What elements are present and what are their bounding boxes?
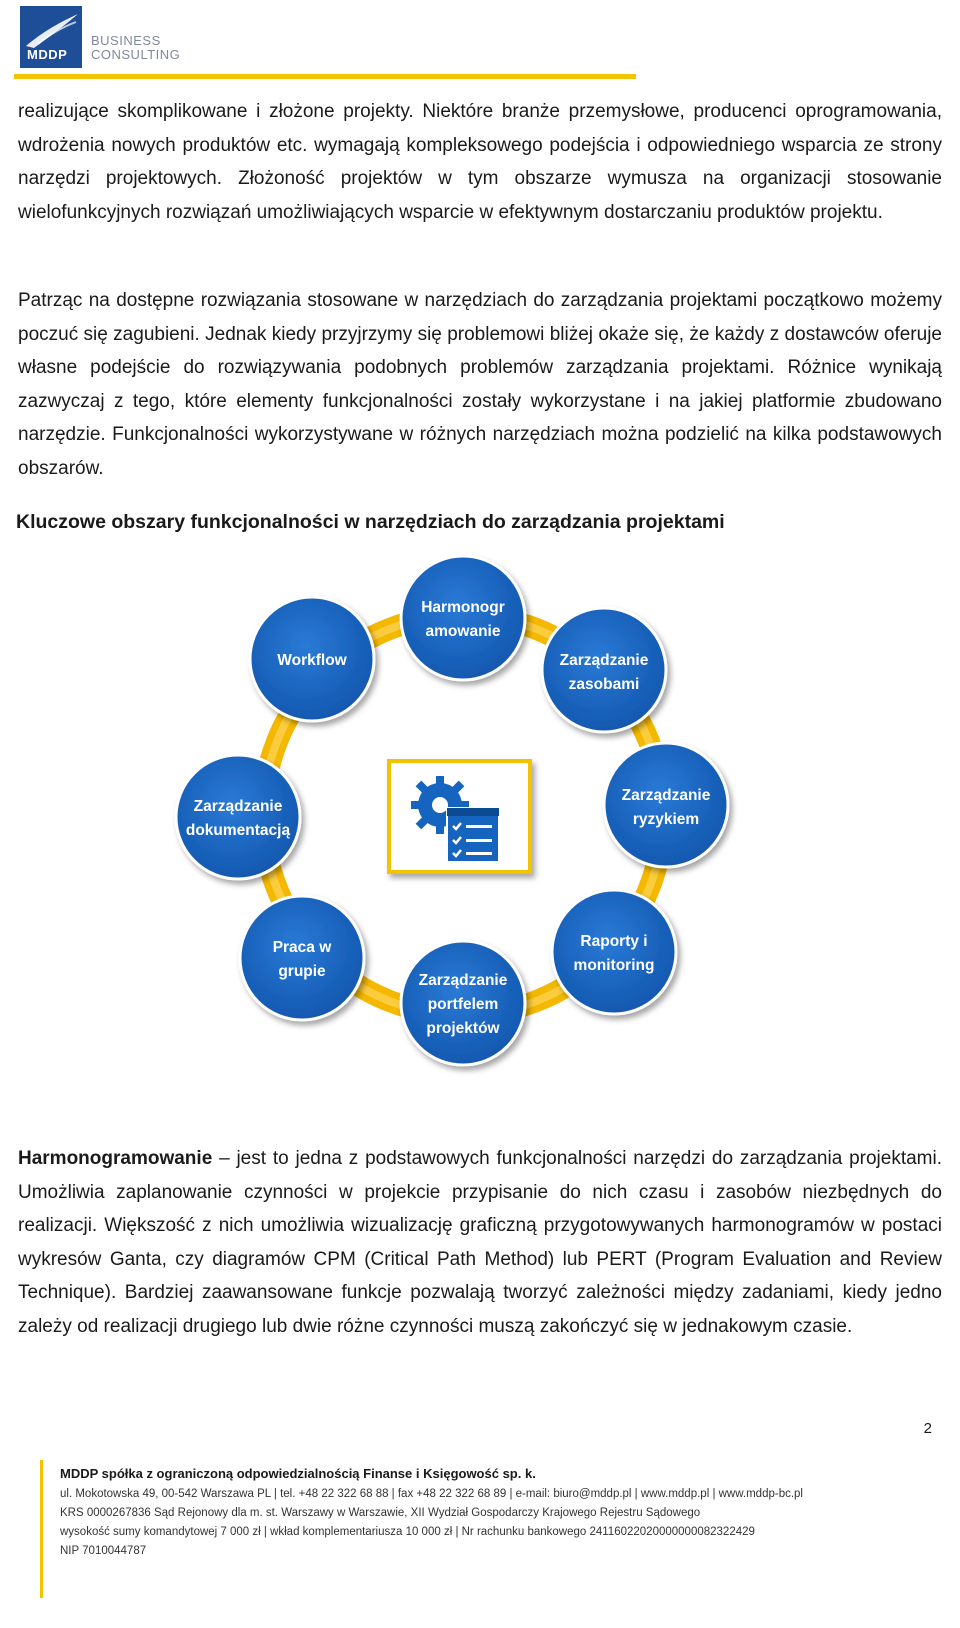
node-zarzadzanie-portfelem-projektow xyxy=(401,941,525,1065)
brand-line-2: CONSULTING xyxy=(91,47,181,62)
footer-accent-bar xyxy=(40,1460,43,1598)
node-label-line: monitoring xyxy=(573,957,655,974)
node-label-line: Workflow xyxy=(277,652,347,669)
body-paragraph-2: Patrząc na dostępne rozwiązania stosowane w narzędziach do zarządzania projektami początkowo możemy poczuć się zagubieni. Jednak kiedy przyjrzymy się problemowi bliżej okaże się, że każdy z dostawców oferuje własne podejście do rozwiązywania podobnych problemów zarządzania projektami. Różnice wynikają zazwyczaj z tego, które elementy funkcjonalności zostały wykorzystane i na jakiej platformie zbudowano narzędzie. Funkcjonalności wykorzystywane w różnych narzędziach można podzielić na kilka podstawowych obszarów. xyxy=(18,290,942,479)
footer-registry-line: KRS 0000267836 Sąd Rejonowy dla m. st. Warszawy w Warszawie, XII Wydział Gospodarczy Krajowego Rejestru Sądowego xyxy=(60,1507,701,1519)
node-label-line: Zarządzanie xyxy=(621,787,711,804)
node-label-line: portfelem xyxy=(427,996,499,1013)
node-label-line: projektów xyxy=(426,1020,500,1037)
brand-name xyxy=(91,34,180,62)
node-label-line: ryzykiem xyxy=(632,811,700,828)
node-label-line: zasobami xyxy=(568,676,640,693)
node-workflow xyxy=(250,597,374,721)
body-paragraph-3 xyxy=(18,1142,942,1343)
node-zarzadzanie-ryzykiem xyxy=(604,743,728,867)
node-label-line: Zarządzanie xyxy=(193,798,283,815)
node-label-line: dokumentacją xyxy=(185,822,291,839)
body-paragraph-1: realizujące skomplikowane i złożone projekty. Niektóre branże przemysłowe, producenci oprogramowania, wdrożenia nowych produktów etc. wymagają kompleksowego podejścia i odpowiedniego wsparcia ze strony narzędzi projektowych. Złożoność projektów w tym obszarze wymusza na organizacji stosowanie wielofunkcyjnych rozwiązań umożliwiających wsparcie w efektywnym dostarczaniu produktów projektu. xyxy=(18,101,942,223)
node-label-line: Harmonogr xyxy=(421,599,505,616)
header-divider xyxy=(14,74,636,79)
node-label-line: amowanie xyxy=(425,623,501,640)
node-zarzadzanie-zasobami xyxy=(542,608,666,732)
page-number: 2 xyxy=(923,1420,932,1437)
page-header xyxy=(0,0,960,84)
footer-nip-line: NIP 7010044787 xyxy=(60,1545,147,1557)
footer-company-name: MDDP spółka z ograniczoną odpowiedzialnością Finanse i Księgowość sp. k. xyxy=(60,1466,536,1481)
node-raporty-i-monitoring xyxy=(552,890,676,1014)
node-label-line: Zarządzanie xyxy=(418,972,508,989)
node-label-line: Raporty i xyxy=(580,933,648,950)
logo-text: MDDP xyxy=(27,47,68,62)
brand-line-1: BUSINESS xyxy=(91,33,161,48)
node-label-line: grupie xyxy=(278,963,326,980)
paragraph-3-text: – jest to jedna z podstawowych funkcjonalności narzędzi do zarządzania projektami. Umożliwia zaplanowanie czynności w projekcie przypisanie do nich czasu i zasobów niezbędnych do realizacji. Większość z nich umożliwia wizualizację graficzną przygotowywanych harmonogramów w postaci wykresów Ganta, czy diagramów CPM (Critical Path Method) lub PERT (Program Evaluation and Review Technique). Bardziej zaawansowane funkcje pozwalają tworzyć zależności między zadaniami, kiedy jedno zależy od realizacji drugiego lub dwie różne czynności muszą zakończyć się w jednakowym czasie. xyxy=(18,1148,942,1337)
node-label-line: Praca w xyxy=(272,939,332,956)
footer-contact-line: ul. Mokotowska 49, 00-542 Warszawa PL | tel. +48 22 322 68 88 | fax +48 22 322 68 89 | e-mail: biuro@mddp.pl | www.mddp.pl | www.mddp-bc.pl xyxy=(60,1488,803,1500)
functionality-diagram xyxy=(0,556,960,1116)
footer-capital-line: wysokość sumy komandytowej 7 000 zł | wkład komplementariusza 10 000 zł | Nr rachunku bankowego 24116022020000000082322429 xyxy=(60,1526,755,1538)
node-label-line: Zarządzanie xyxy=(559,652,649,669)
node-harmonogramowanie xyxy=(401,556,525,680)
node-praca-w-grupie xyxy=(240,896,364,1020)
node-zarzadzanie-dokumentacja xyxy=(176,755,300,879)
term-harmonogramowanie: Harmonogramowanie xyxy=(18,1148,213,1169)
section-heading: Kluczowe obszary funkcjonalności w narzędziach do zarządzania projektami xyxy=(16,511,725,533)
